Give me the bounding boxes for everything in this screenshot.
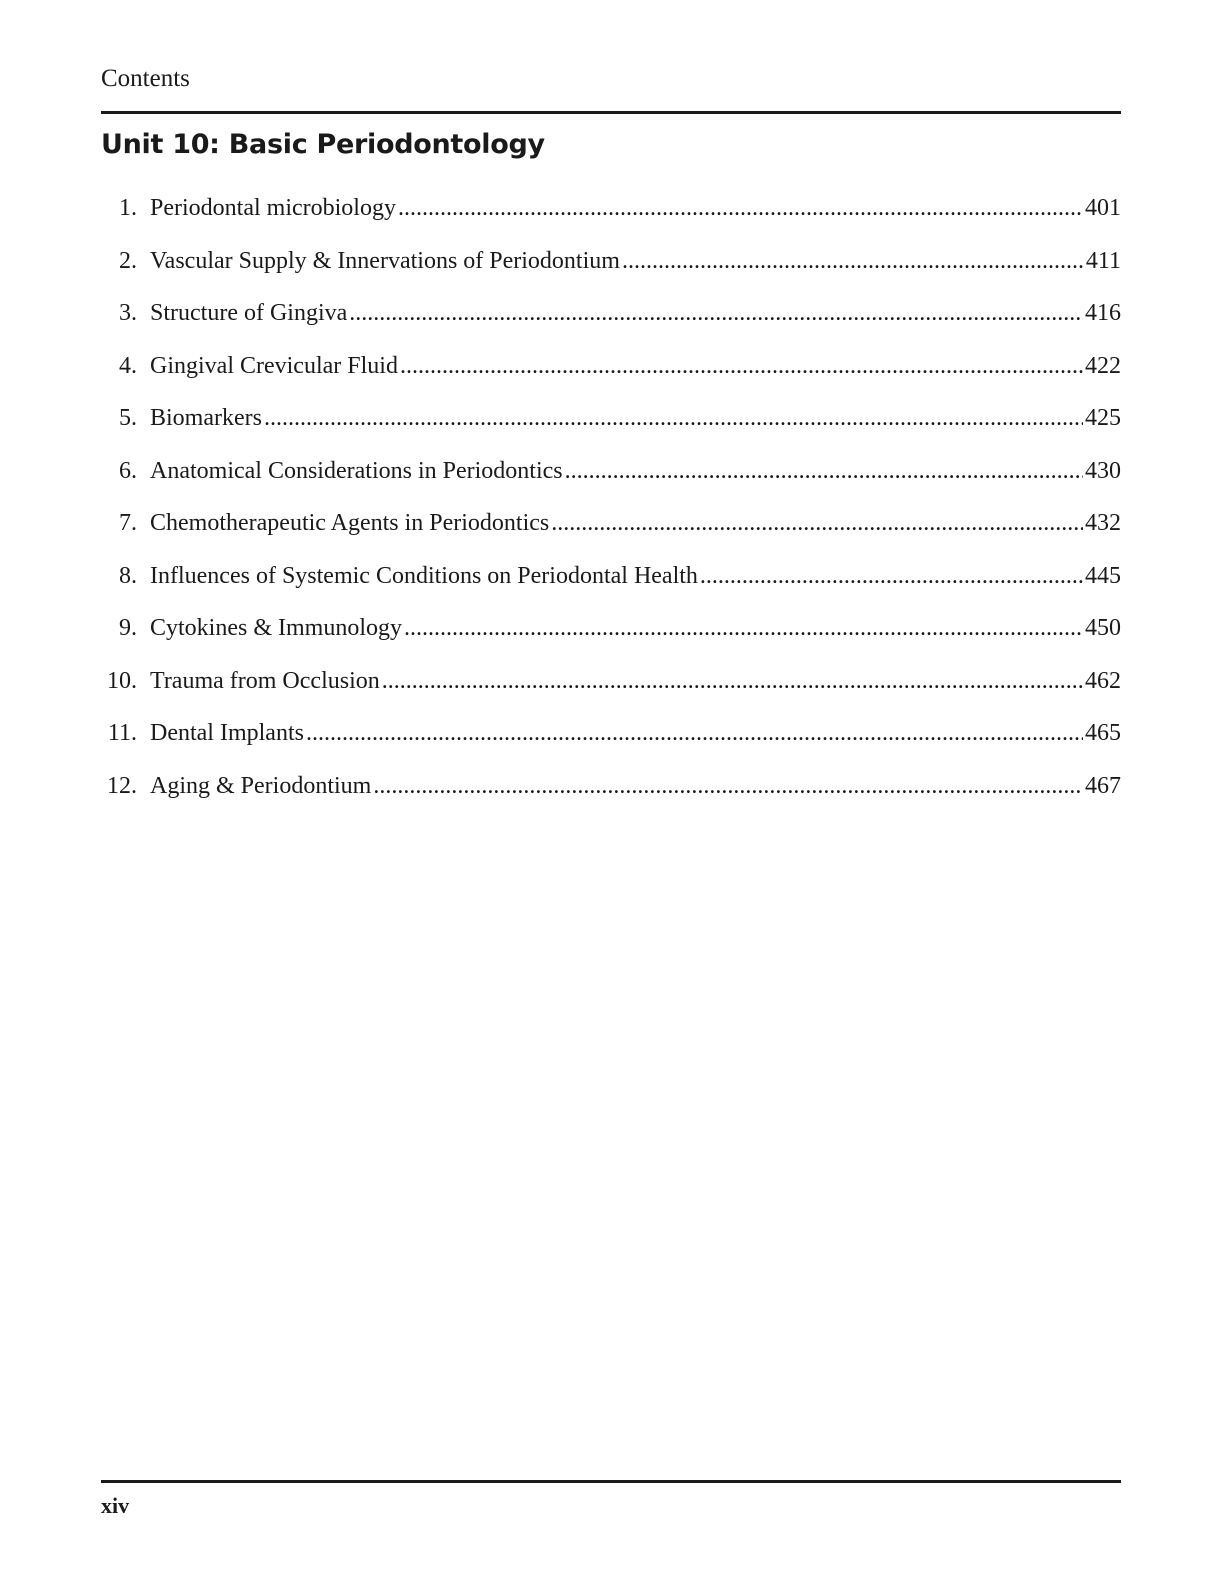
header-rule bbox=[101, 111, 1121, 114]
toc-dot-leader bbox=[349, 298, 1083, 328]
toc-entry-number: 11. bbox=[107, 720, 137, 746]
toc-dot-leader bbox=[551, 508, 1083, 538]
toc-entry-title: Periodontal microbiology bbox=[150, 195, 396, 221]
toc-entry-number: 7. bbox=[119, 510, 137, 536]
toc-entry-page: 401 bbox=[1085, 195, 1121, 221]
toc-entry-page: 450 bbox=[1085, 615, 1121, 641]
running-head: Contents bbox=[101, 65, 190, 92]
table-of-contents bbox=[101, 193, 1121, 823]
toc-dot-leader bbox=[373, 771, 1083, 801]
toc-entry-page: 467 bbox=[1085, 772, 1121, 799]
toc-entry-page: 422 bbox=[1085, 352, 1121, 379]
toc-dot-leader bbox=[398, 193, 1083, 223]
toc-entry-number: 2. bbox=[119, 247, 137, 274]
toc-entry[interactable] bbox=[101, 561, 1121, 614]
toc-entry-title: Gingival Crevicular Fluid bbox=[150, 352, 398, 379]
toc-entry-number: 9. bbox=[119, 615, 137, 641]
toc-entry-title: Biomarkers bbox=[150, 405, 262, 431]
toc-entry-page: 432 bbox=[1085, 510, 1121, 536]
toc-entry-page: 430 bbox=[1085, 457, 1121, 484]
toc-entry-title: Vascular Supply & Innervations of Periodontium bbox=[150, 247, 620, 274]
toc-entry-title: Dental Implants bbox=[150, 720, 304, 746]
footer-rule bbox=[101, 1480, 1121, 1483]
toc-entry[interactable] bbox=[101, 246, 1121, 299]
toc-dot-leader bbox=[700, 561, 1083, 591]
toc-entry-title: Cytokines & Immunology bbox=[150, 615, 402, 641]
toc-entry-title: Chemotherapeutic Agents in Periodontics bbox=[150, 510, 550, 536]
toc-entry[interactable] bbox=[101, 771, 1121, 824]
toc-dot-leader bbox=[306, 718, 1083, 748]
toc-entry-number: 1. bbox=[119, 195, 137, 221]
toc-entry[interactable] bbox=[101, 193, 1121, 246]
toc-entry-page: 462 bbox=[1085, 667, 1121, 694]
toc-entry-number: 6. bbox=[119, 457, 137, 484]
toc-entry[interactable] bbox=[101, 403, 1121, 456]
toc-entry[interactable] bbox=[101, 351, 1121, 404]
toc-entry-title: Anatomical Considerations in Periodontics bbox=[150, 457, 563, 484]
unit-title: Unit 10: Basic Periodontology bbox=[101, 129, 545, 160]
toc-entry-title: Structure of Gingiva bbox=[150, 300, 348, 326]
toc-entry-title: Influences of Systemic Conditions on Periodontal Health bbox=[150, 562, 698, 589]
toc-dot-leader bbox=[622, 246, 1084, 276]
toc-dot-leader bbox=[565, 456, 1083, 486]
toc-entry[interactable] bbox=[101, 298, 1121, 351]
toc-entry-number: 3. bbox=[119, 300, 137, 326]
toc-entry[interactable] bbox=[101, 718, 1121, 771]
toc-entry-page: 445 bbox=[1085, 562, 1121, 589]
toc-dot-leader bbox=[382, 666, 1083, 696]
toc-entry-number: 5. bbox=[119, 405, 137, 431]
toc-entry-page: 411 bbox=[1085, 247, 1121, 274]
toc-entry-number: 12. bbox=[107, 772, 137, 799]
toc-entry-number: 8. bbox=[119, 562, 137, 589]
page-number: xiv bbox=[101, 1493, 130, 1518]
toc-entry-number: 10. bbox=[107, 667, 137, 694]
toc-entry[interactable] bbox=[101, 613, 1121, 666]
toc-entry[interactable] bbox=[101, 456, 1121, 509]
toc-dot-leader bbox=[264, 403, 1083, 433]
toc-entry-title: Aging & Periodontium bbox=[150, 772, 372, 799]
toc-entry-number: 4. bbox=[119, 352, 137, 379]
toc-entry-title: Trauma from Occlusion bbox=[150, 667, 380, 694]
toc-entry-page: 465 bbox=[1085, 720, 1121, 746]
toc-dot-leader bbox=[400, 351, 1083, 381]
toc-dot-leader bbox=[404, 613, 1083, 643]
toc-entry[interactable] bbox=[101, 508, 1121, 561]
toc-entry-page: 416 bbox=[1085, 300, 1121, 326]
toc-entry-page: 425 bbox=[1085, 405, 1121, 431]
toc-entry[interactable] bbox=[101, 666, 1121, 719]
